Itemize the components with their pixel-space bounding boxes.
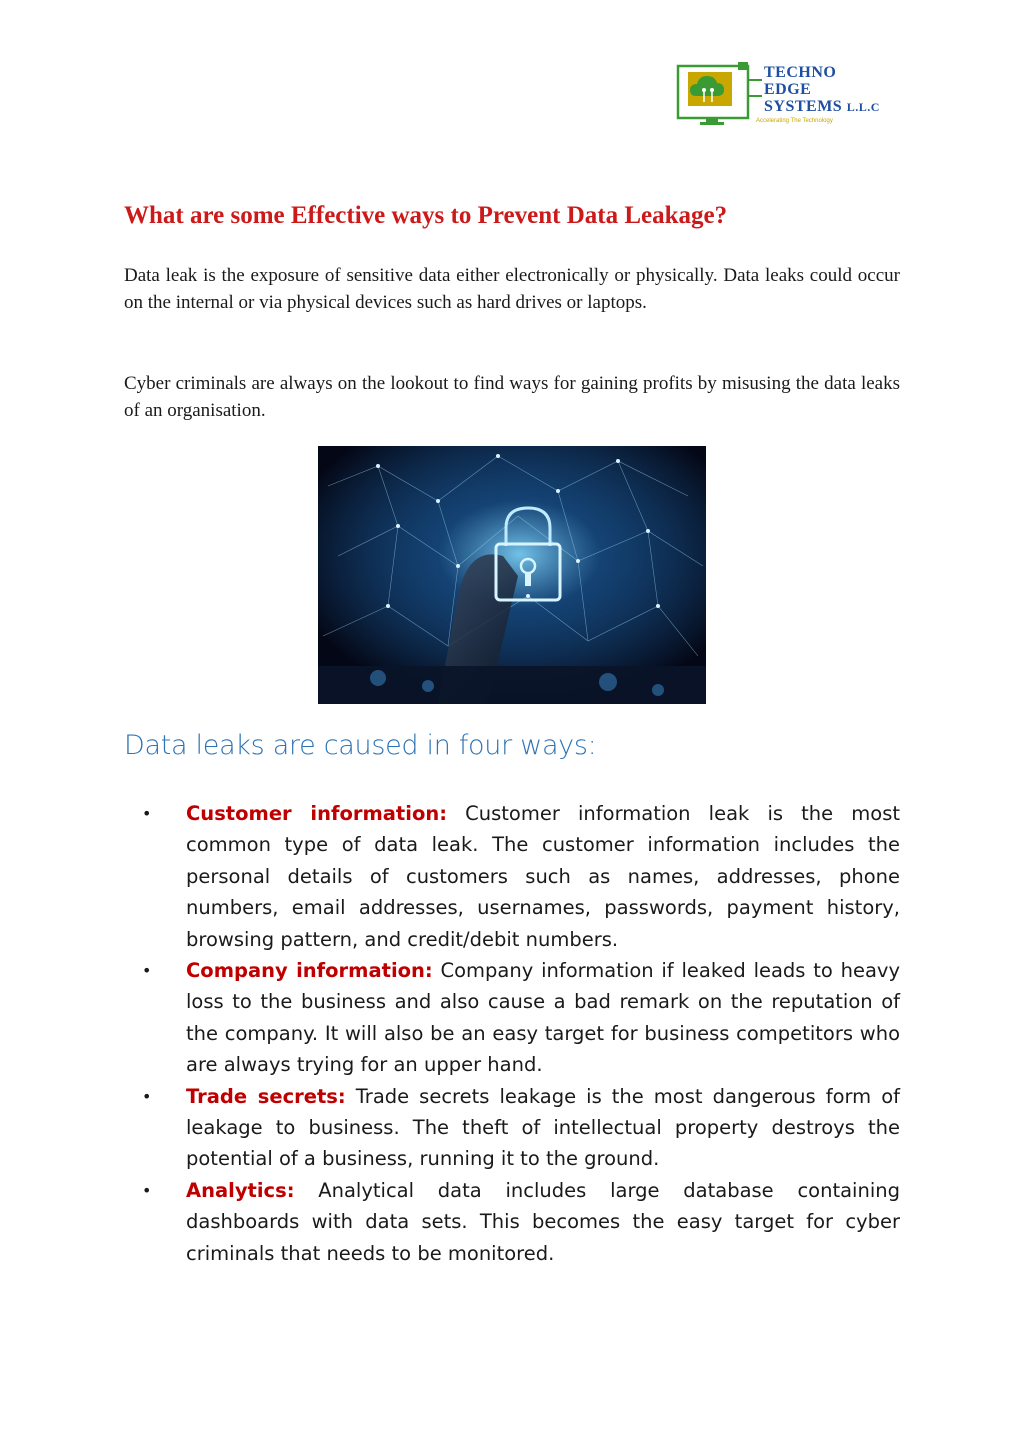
bullet: • — [142, 1180, 152, 1200]
intro-paragraph-1: Data leak is the exposure of sensitive data either electronically or physically. Data leaks could occur on the internal or via physical devices such as hard drives or laptops. — [124, 265, 900, 313]
list-item-analytics — [142, 1175, 900, 1269]
cloud-monitor-circuit-icon — [676, 60, 762, 132]
list-item-text: Trade secrets leakage is the most dangerous form of leakage to business. The theft of intellectual property destroys the potential of a business, running it to the ground. — [186, 1084, 901, 1171]
list-item-company-information — [142, 955, 900, 1081]
logo-suffix: L.L.C — [846, 100, 880, 114]
bullet: • — [142, 804, 152, 823]
list-item-text: Customer information leak is the most common type of data leak. The customer information includes the personal details of customers such as names, addresses, phone numbers, email addresses, usernames, passwords, payment history, browsing pattern, and credit/debit numbers. — [186, 802, 901, 951]
bullet: • — [142, 961, 152, 981]
causes-list — [142, 798, 900, 1269]
logo-wordmark — [764, 64, 880, 116]
padlock-network-image — [318, 446, 706, 704]
logo-line-3-text: SYSTEMS — [764, 98, 843, 115]
list-item-term: Trade secrets: — [186, 1084, 346, 1108]
padlock-network-illustration — [318, 446, 706, 704]
section-heading: Data leaks are caused in four ways: — [124, 730, 597, 761]
list-item-term: Customer information: — [186, 802, 448, 825]
intro-paragraph-2: Cyber criminals are always on the lookout to find ways for gaining profits by misusing the data leaks of an organisation. — [124, 373, 900, 421]
list-item-customer-information — [142, 798, 900, 955]
bullet: • — [142, 1086, 152, 1106]
page-title: What are some Effective ways to Prevent Data Leakage? — [124, 202, 728, 229]
logo-line-2: EDGE — [764, 81, 812, 98]
logo-line-1: TECHNO — [764, 64, 837, 81]
list-item-term: Analytics: — [186, 1178, 295, 1202]
list-item-text: Company information if leaked leads to heavy loss to the business and also cause a bad remark on the reputation of the company. It will also be an easy target for business competitors who are always trying for an upper hand. — [186, 959, 900, 1077]
logo-tagline: Accelerating The Technology — [756, 118, 833, 124]
list-item-term: Company information: — [186, 959, 433, 983]
logo-line-3 — [764, 98, 880, 116]
company-logo — [676, 60, 906, 132]
list-item-trade-secrets — [142, 1081, 900, 1175]
list-item-text: Analytical data includes large database containing dashboards with data sets. This becomes the easy target for cyber criminals that needs to be monitored. — [186, 1178, 900, 1265]
